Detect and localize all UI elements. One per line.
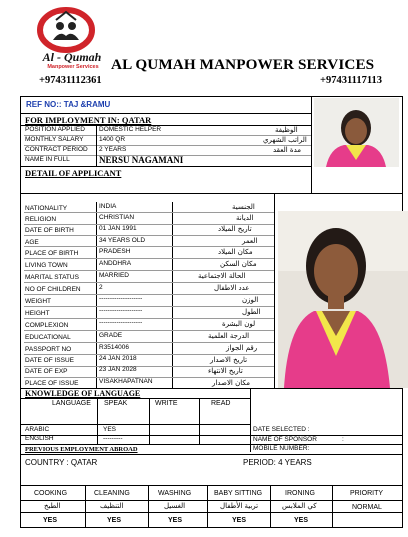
- exp-date-ar: تاريخ الانتهاء: [208, 367, 243, 375]
- issue-place-ar: مكان الاصدار: [212, 379, 250, 387]
- height-ar: الطول: [242, 308, 261, 316]
- skill-priority-value: NORMAL: [352, 504, 382, 511]
- applicant-photo-small: [314, 98, 399, 167]
- weight-value: --------------------: [99, 295, 143, 302]
- age-label: AGE: [25, 239, 39, 246]
- name-label: NAME IN FULL: [25, 156, 70, 163]
- exp-date-label: DATE OF EXP: [25, 368, 68, 375]
- marital-label: MARITAL STATUS: [25, 274, 79, 281]
- age-value: 34 YEARS OLD: [99, 237, 146, 244]
- lang-arabic-speak: YES: [103, 426, 117, 433]
- age-ar: العمر: [242, 237, 258, 245]
- previous-country: COUNTRY : QATAR: [25, 458, 98, 467]
- previous-title: PREVIOUS EMPLOYMENT ABROAD: [25, 446, 138, 453]
- contract-value: 2 YEARS: [99, 146, 127, 153]
- skill-babysitting-value: YES: [232, 517, 247, 524]
- height-value: --------------------: [99, 307, 143, 314]
- sponsor-colon: :: [342, 436, 344, 443]
- religion-value: CHRISTIAN: [99, 214, 135, 221]
- nationality-label: NATIONALITY: [25, 205, 68, 212]
- company-name: AL QUMAH MANPOWER SERVICES: [111, 56, 375, 73]
- previous-period: PERIOD: 4 YEARS: [243, 458, 312, 467]
- complexion-label: COMPLEXION: [25, 322, 69, 329]
- skill-cleaning-label: CLEANING: [94, 490, 130, 497]
- logo-subtitle: Manpower Services: [47, 64, 99, 70]
- mobile-label: MOBILE NUMBER:: [253, 445, 310, 452]
- position-ar: الوظيفة: [275, 126, 298, 134]
- salary-ar: الراتب الشهري: [263, 136, 307, 144]
- lang-english: ENGLISH: [25, 435, 54, 442]
- weight-label: WEIGHT: [25, 298, 51, 305]
- town-label: LIVING TOWN: [25, 262, 68, 269]
- skill-washing-ar: الغسيل: [164, 502, 186, 510]
- name-value: NERSU NAGAMANI: [99, 155, 184, 165]
- children-value: 2: [99, 284, 103, 291]
- pob-value: PRADESH: [99, 248, 131, 255]
- skill-cleaning-value: YES: [107, 517, 122, 524]
- skill-ironing-label: IRONING: [285, 490, 315, 497]
- contract-ar: مدة العقد: [273, 146, 301, 154]
- skill-priority-label: PRIORITY: [350, 490, 384, 497]
- passport-ar: رقم الجواز: [226, 344, 258, 352]
- issue-place-label: PLACE OF ISSUE: [25, 380, 79, 387]
- issue-place-value: VISAKHAPATNAN: [99, 378, 153, 385]
- lang-header-speak: SPEAK: [104, 400, 128, 407]
- dob-ar: تاريخ الميلاد: [218, 225, 252, 233]
- position-label: POSITION APPLIED: [25, 126, 85, 133]
- skill-cooking-ar: الطبخ: [44, 502, 61, 510]
- salary-label: MONTHLY SALARY: [25, 136, 84, 143]
- skill-washing-label: WASHING: [158, 490, 192, 497]
- lang-header-write: WRITE: [155, 400, 178, 407]
- dob-value: 01 JAN 1991: [99, 225, 137, 232]
- complexion-ar: لون البشرة: [222, 320, 256, 328]
- education-ar: الدرجة العلمية: [208, 332, 250, 340]
- issue-date-ar: تاريخ الاصدار: [210, 356, 248, 364]
- marital-ar: الحالة الاجتماعية: [198, 272, 246, 280]
- dob-label: DATE OF BIRTH: [25, 227, 74, 234]
- pob-ar: مكان الميلاد: [218, 248, 253, 256]
- lang-arabic: ARABIC: [25, 426, 50, 433]
- passport-value: R3514006: [99, 344, 129, 351]
- phone-left: +97431112361: [39, 75, 102, 86]
- employment-title: FOR IMPLOYMENT IN: QATAR: [25, 115, 152, 125]
- skill-ironing-value: YES: [294, 517, 309, 524]
- applicant-title: DETAIL OF APPLICANT: [25, 168, 122, 178]
- logo-text: Al - Qumah: [42, 50, 102, 64]
- applicant-photo-large: [278, 211, 408, 388]
- salary-value: 1400 QR: [99, 136, 126, 143]
- date-selected-label: DATE SELECTED :: [253, 426, 310, 433]
- skill-babysitting-ar: تربية الأطفال: [220, 502, 259, 510]
- weight-ar: الوزن: [242, 296, 259, 304]
- lang-header-language: LANGUAGE: [52, 400, 91, 407]
- sponsor-label: NAME OF SPONSOR: [253, 436, 317, 443]
- religion-label: RELIGION: [25, 216, 57, 223]
- religion-ar: الديانة: [236, 214, 254, 222]
- skill-cooking-value: YES: [43, 517, 58, 524]
- ref-number: REF NO:: TAJ &RAMU: [26, 100, 111, 109]
- company-logo: [26, 6, 118, 74]
- education-value: GRADE: [99, 332, 123, 339]
- position-value: DOMESTIC HELPER: [99, 126, 162, 133]
- skill-washing-value: YES: [168, 517, 183, 524]
- skill-cleaning-ar: التنظيف: [100, 502, 124, 510]
- lang-header-read: READ: [211, 400, 231, 407]
- education-label: EDUCATIONAL: [25, 334, 71, 341]
- children-ar: عدد الاطفال: [214, 284, 250, 292]
- contract-label: CONTRACT PERIOD: [25, 146, 88, 153]
- marital-value: MARRIED: [99, 272, 129, 279]
- skill-babysitting-label: BABY SITTING: [214, 490, 263, 497]
- town-ar: مكان السكن: [220, 260, 257, 268]
- pob-label: PLACE OF BIRTH: [25, 250, 79, 257]
- passport-label: PASSPORT NO: [25, 346, 72, 353]
- nationality-ar: الجنسية: [232, 203, 255, 211]
- skill-cooking-label: COOKING: [34, 490, 68, 497]
- skill-ironing-ar: كي الملابس: [282, 502, 317, 510]
- issue-date-value: 24 JAN 2018: [99, 355, 137, 362]
- language-title: KNOWLEDGE OF LANGUAGE: [25, 389, 141, 398]
- height-label: HEIGHT: [25, 310, 50, 317]
- exp-date-value: 23 JAN 2028: [99, 366, 137, 373]
- nationality-value: INDIA: [99, 203, 117, 210]
- town-value: ANDDHRA: [99, 260, 132, 267]
- lang-english-speak: ---------: [103, 435, 123, 442]
- complexion-value: --------------------: [99, 319, 143, 326]
- phone-right: +97431117113: [320, 75, 382, 86]
- issue-date-label: DATE OF ISSUE: [25, 357, 74, 364]
- children-label: NO OF CHILDREN: [25, 286, 81, 293]
